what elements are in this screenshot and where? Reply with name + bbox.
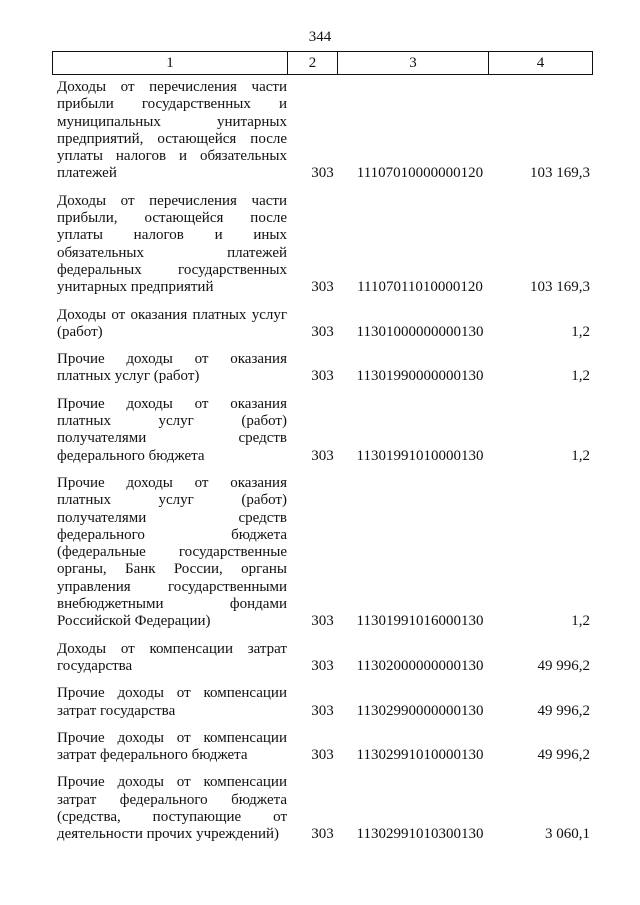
row-amount: 103 169,3 [530,279,590,296]
table-row [52,774,593,843]
row-admin-code: 303 [311,747,334,764]
table-row [52,685,593,720]
row-budget-code: 11301990000000130 [356,368,484,385]
row-budget-code: 11107010000000120 [356,165,484,182]
row-amount: 3 060,1 [545,826,590,843]
table-row [52,193,593,297]
column-header-admin: 2 [288,52,338,75]
page-number: 344 [308,29,332,45]
row-admin-code: 303 [311,826,334,843]
row-budget-code: 11302991010000130 [356,747,484,764]
column-header-name: 1 [53,52,288,75]
row-amount: 103 169,3 [530,165,590,182]
row-budget-code: 11302000000000130 [356,657,484,674]
row-budget-code: 11301991010000130 [356,447,484,464]
row-name: Доходы от компенсации затрат государства [57,640,287,674]
row-name: Доходы от перечисления части прибыли, остающейся после уплаты налогов и иных обязательных платежей федеральных государственных унитарных предприятий [57,192,287,296]
row-budget-code: 11301000000000130 [356,323,484,340]
row-budget-code: 11301991016000130 [356,613,484,630]
row-name: Прочие доходы от оказания платных услуг (работ) получателями средств федерального бюджета [57,395,287,464]
row-budget-code: 11107011010000120 [357,279,483,296]
row-admin-code: 303 [311,323,334,340]
column-header-table [52,51,593,75]
row-name: Прочие доходы от оказания платных услуг (работ) получателями средств федерального бюджета (федеральные государственные органы, Банк России, органы управления государственными внебюджетными фондами Российской Федерации) [57,474,287,630]
table-row [52,730,593,765]
table-row [52,351,593,386]
row-budget-code: 11302990000000130 [356,702,484,719]
row-amount: 1,2 [571,613,590,630]
table-row [52,475,593,631]
table-row [52,307,593,342]
table-row [52,641,593,676]
row-amount: 1,2 [571,368,590,385]
row-amount: 49 996,2 [537,747,590,764]
row-admin-code: 303 [311,613,334,630]
table-row [52,79,593,183]
row-name: Прочие доходы от оказания платных услуг (работ) [57,351,287,385]
table-row [52,396,593,465]
row-amount: 49 996,2 [537,702,590,719]
row-amount: 1,2 [571,447,590,464]
row-admin-code: 303 [311,165,334,182]
row-amount: 49 996,2 [537,657,590,674]
row-admin-code: 303 [311,447,334,464]
budget-rows [52,79,593,854]
row-name: Доходы от оказания платных услуг (работ) [57,306,287,340]
row-name: Доходы от перечисления части прибыли государственных и муниципальных унитарных предприятий, остающейся после уплаты налогов и обязательных платежей [57,79,287,182]
column-header-code: 3 [338,52,489,75]
column-header-row [53,52,593,75]
row-admin-code: 303 [311,279,334,296]
row-budget-code: 11302991010300130 [356,826,484,843]
row-name: Прочие доходы от компенсации затрат федерального бюджета (средства, поступающие от деятельности прочих учреждений) [57,774,287,843]
row-name: Прочие доходы от компенсации затрат федерального бюджета [57,729,287,764]
row-admin-code: 303 [311,368,334,385]
column-header-amount: 4 [489,52,593,75]
row-name: Прочие доходы от компенсации затрат государства [57,685,287,719]
row-amount: 1,2 [571,323,590,340]
row-admin-code: 303 [311,702,334,719]
row-admin-code: 303 [311,657,334,674]
